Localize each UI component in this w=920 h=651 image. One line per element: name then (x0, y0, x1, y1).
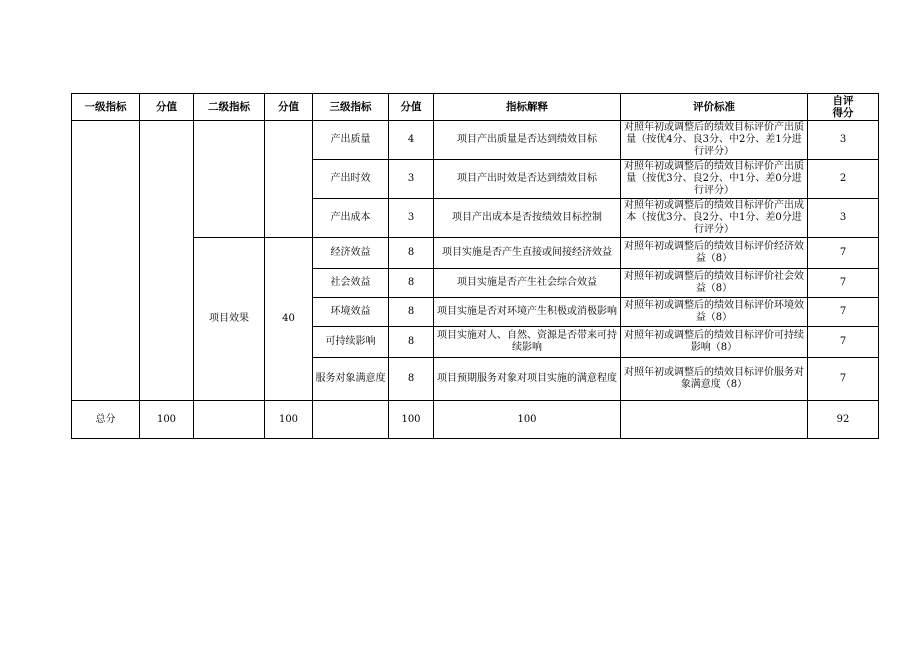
header-level1: 一级指标 (72, 94, 140, 121)
self-score-cell: 3 (808, 121, 879, 160)
criteria-cell: 对照年初或调整后的绩效目标评价服务对象满意度（8） (621, 358, 808, 401)
score-cell: 8 (389, 269, 434, 298)
explain-cell: 项目预期服务对象对项目实施的满意程度 (434, 358, 621, 401)
total-score2: 100 (265, 401, 313, 439)
self-score-cell: 3 (808, 199, 879, 238)
indicator-cell: 产出成本 (313, 199, 389, 238)
score-cell: 3 (389, 160, 434, 199)
criteria-cell: 对照年初或调整后的绩效目标评价社会效益（8） (621, 269, 808, 298)
level2-effect-cell: 项目效果 (194, 238, 265, 401)
explain-cell: 项目实施是否对环境产生积极或消极影响 (434, 298, 621, 327)
score1-cell (140, 121, 194, 401)
level2-output-cell (194, 121, 265, 238)
header-self-line2: 得分 (832, 107, 854, 119)
header-level2: 二级指标 (194, 94, 265, 121)
table-row (72, 238, 879, 269)
score-cell: 8 (389, 238, 434, 269)
total-row (72, 401, 879, 439)
explain-cell: 项目实施对人、自然、资源是否带来可持续影响 (434, 327, 621, 358)
header-score1: 分值 (140, 94, 194, 121)
criteria-cell: 对照年初或调整后的绩效目标评价产出质量（按优4分、良3分、中2分、差1分进行评分） (621, 121, 808, 160)
total-score3: 100 (389, 401, 434, 439)
total-score1: 100 (140, 401, 194, 439)
score2-output-cell (265, 121, 313, 238)
self-score-cell: 7 (808, 327, 879, 358)
header-score2: 分值 (265, 94, 313, 121)
explain-cell: 项目实施是否产生社会综合效益 (434, 269, 621, 298)
indicator-cell: 服务对象满意度 (313, 358, 389, 401)
total-level3-empty (313, 401, 389, 439)
indicator-cell: 可持续影响 (313, 327, 389, 358)
level1-cell (72, 121, 140, 401)
indicator-cell: 环境效益 (313, 298, 389, 327)
self-score-cell: 7 (808, 298, 879, 327)
criteria-cell: 对照年初或调整后的绩效目标评价产出质量（按优3分、良2分、中1分、差0分进行评分） (621, 160, 808, 199)
indicator-cell: 产出质量 (313, 121, 389, 160)
criteria-cell: 对照年初或调整后的绩效目标评价产出成本（按优3分、良2分、中1分、差0分进行评分） (621, 199, 808, 238)
score-cell: 8 (389, 327, 434, 358)
header-self-score (808, 94, 879, 121)
table-header-row (72, 94, 879, 121)
total-explain: 100 (434, 401, 621, 439)
score-cell: 3 (389, 199, 434, 238)
criteria-cell: 对照年初或调整后的绩效目标评价经济效益（8） (621, 238, 808, 269)
header-criteria: 评价标准 (621, 94, 808, 121)
header-self-line1: 自评 (832, 95, 854, 107)
header-explain: 指标解释 (434, 94, 621, 121)
indicator-cell: 社会效益 (313, 269, 389, 298)
header-level3: 三级指标 (313, 94, 389, 121)
self-score-cell: 7 (808, 269, 879, 298)
indicator-cell: 经济效益 (313, 238, 389, 269)
explain-cell: 项目实施是否产生直接或间接经济效益 (434, 238, 621, 269)
score-cell: 8 (389, 298, 434, 327)
score-cell: 4 (389, 121, 434, 160)
explain-cell: 项目产出成本是否按绩效目标控制 (434, 199, 621, 238)
indicator-cell: 产出时效 (313, 160, 389, 199)
explain-cell: 项目产出时效是否达到绩效目标 (434, 160, 621, 199)
criteria-cell: 对照年初或调整后的绩效目标评价环境效益（8） (621, 298, 808, 327)
total-self-score: 92 (808, 401, 879, 439)
total-label: 总分 (72, 401, 140, 439)
criteria-cell: 对照年初或调整后的绩效目标评价可持续影响（8） (621, 327, 808, 358)
score2-effect-cell: 40 (265, 238, 313, 401)
explain-cell: 项目产出质量是否达到绩效目标 (434, 121, 621, 160)
score-cell: 8 (389, 358, 434, 401)
header-score3: 分值 (389, 94, 434, 121)
self-score-cell: 7 (808, 358, 879, 401)
self-score-cell: 7 (808, 238, 879, 269)
table-row (72, 121, 879, 160)
self-score-cell: 2 (808, 160, 879, 199)
performance-evaluation-table (71, 93, 879, 439)
total-level2-empty (194, 401, 265, 439)
total-criteria-empty (621, 401, 808, 439)
